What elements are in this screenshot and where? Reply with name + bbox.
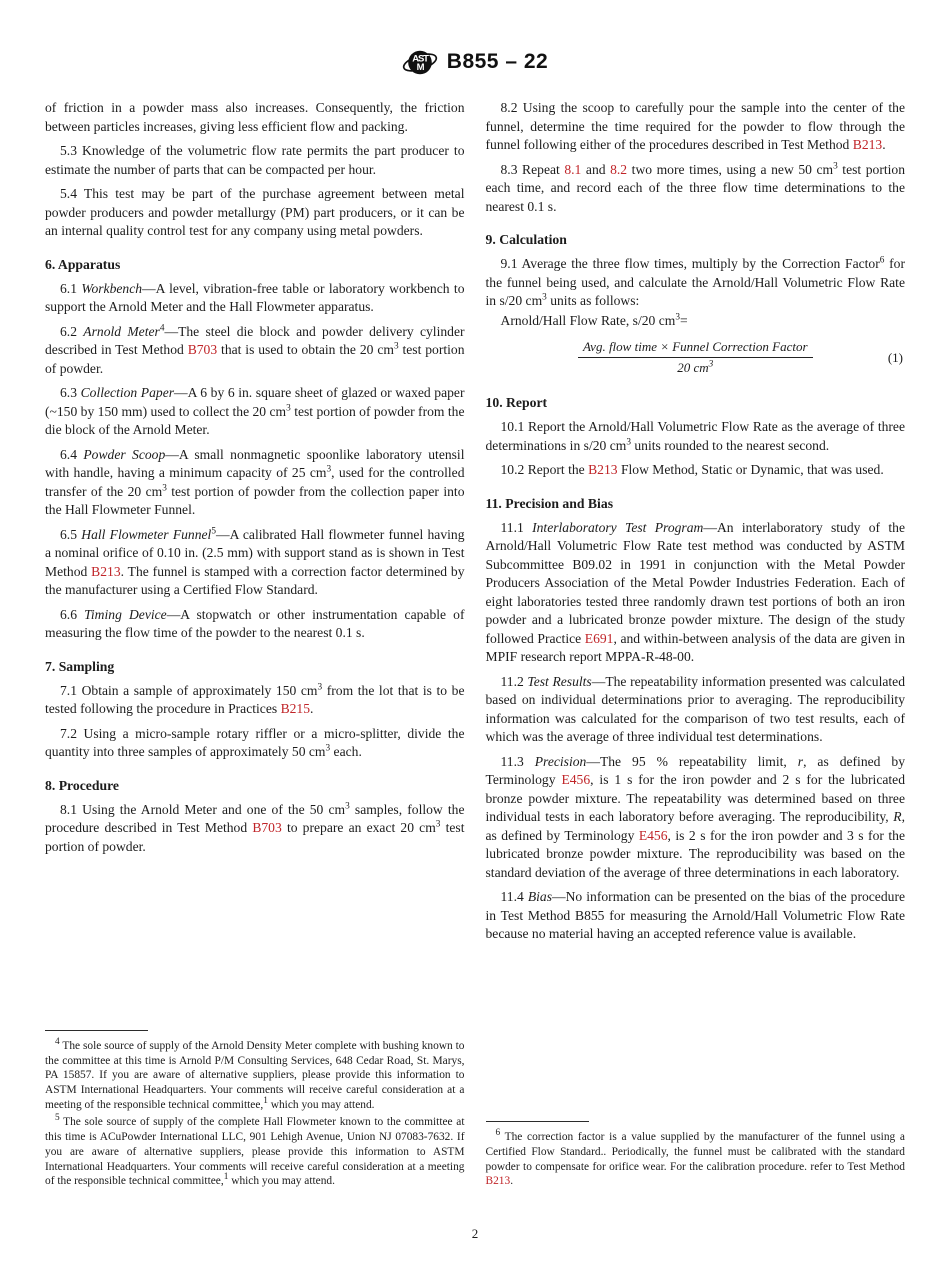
- paragraph: [45, 384, 465, 440]
- text-run: test portion each time, and record each of the three flow time determinations to the nearest 0.1 s.: [485, 161, 905, 214]
- text-run: Interlaboratory Test Program: [532, 519, 704, 535]
- text-run: r: [797, 753, 804, 769]
- page-header: [45, 0, 905, 78]
- right-column: [486, 93, 906, 1189]
- reference-link[interactable]: B703: [187, 342, 218, 357]
- text-run: —A small nonmagnetic spoonlike laboratory utensil with handle, having a minimum capacity of 25 cm: [45, 446, 465, 480]
- text-run: —The 95 % repeatability limit,: [586, 753, 798, 769]
- document-title: B855 – 22: [446, 50, 549, 73]
- text-run: 11.2: [500, 673, 528, 689]
- left-column: [45, 93, 465, 1189]
- superscript: 3: [317, 681, 323, 692]
- svg-text:AST: AST: [412, 53, 428, 64]
- text-run: 7.2 Using a micro-sample rotary riffler or a micro-splitter, divide the quantity into three samples of approximately 50 cm: [45, 725, 465, 759]
- text-run: 8.1 Using the Arnold Meter and one of the 50 cm: [60, 801, 346, 817]
- text-run: 11.1: [500, 519, 533, 535]
- text-run: 8.2 Using the scoop to carefully pour the sample into the center of the funnel, determine the time required for the powder to flow through the funnel following either of the procedures described in Test Method: [485, 100, 905, 152]
- text-run: =: [679, 312, 688, 328]
- paragraph: [486, 888, 906, 944]
- text-run: units as follows:: [546, 293, 640, 308]
- text-run: , is 1 s for the iron powder and 2 s for the lubricated bronze powder mixture. The repeatability was determined based on three individual tests in each laboratory before averaging. The reproducibility,: [485, 772, 905, 824]
- reference-link[interactable]: B213: [91, 563, 121, 579]
- page-footer: [0, 1226, 950, 1242]
- paragraph: [486, 418, 906, 455]
- footnote-rule: [486, 1121, 589, 1122]
- text-run: and: [581, 161, 611, 177]
- paragraph: [45, 606, 465, 643]
- reference-link[interactable]: E456: [638, 827, 668, 843]
- paragraph: [45, 142, 465, 179]
- text-run: which you may attend.: [267, 1098, 375, 1111]
- text-run: Timing Device: [84, 606, 167, 622]
- text-run: from the lot that is to be tested following the procedure in Practices: [45, 682, 465, 716]
- reference-link[interactable]: B703: [252, 820, 282, 835]
- text-run: .: [310, 701, 314, 716]
- text-run: units rounded to the nearest second.: [630, 437, 830, 453]
- text-run: , used for the controlled transfer of the 20 cm: [45, 465, 465, 499]
- text-run: —A stopwatch or other instrumentation capable of measuring the flow time of the powder to the nearest 0.1 s.: [45, 606, 465, 640]
- text-run: The sole source of supply of the Arnold Density Meter complete with bushing known to the committee at this time is Arnold P/M Consulting Services, 648 Cedar Road, St. Marys, PA 15857. If you are aware of alternative suppliers, please provide this information to ASTM International Headquarters. Your comments will receive careful consideration at a meeting of the responsible technical committee,: [45, 1039, 465, 1111]
- section-heading: 10. Report: [485, 395, 548, 410]
- reference-link[interactable]: E691: [584, 630, 614, 646]
- text-run: , and within-between analysis of the data are given in MPIF research report MPPA-R-48-00.: [485, 630, 905, 664]
- reference-link[interactable]: B215: [280, 701, 311, 716]
- text-run: Test Results: [527, 673, 592, 689]
- text-run: .: [882, 137, 886, 152]
- paragraph: [486, 673, 906, 747]
- footnote: [486, 1130, 906, 1189]
- superscript: 3: [708, 359, 714, 370]
- text-run: each.: [330, 744, 362, 759]
- text-run: test portion of powder.: [45, 342, 465, 376]
- text-run: Collection Paper: [80, 385, 175, 400]
- text-run: 6.6: [60, 606, 85, 622]
- superscript: 5: [55, 1113, 60, 1124]
- superscript: 1: [223, 1172, 229, 1183]
- text-run: which you may attend.: [228, 1175, 335, 1188]
- footnote-rule: [45, 1030, 148, 1031]
- reference-link[interactable]: B213: [485, 1175, 511, 1188]
- footnote: [45, 1039, 465, 1113]
- astm-logo-icon: [402, 47, 438, 78]
- text-run: of friction in a powder mass also increases. Consequently, the friction between particles increases, giving less efficient flow and packing.: [45, 100, 465, 134]
- text-run: 6.4: [60, 446, 84, 462]
- paragraph: [45, 801, 465, 857]
- text-run: 6.2: [60, 323, 84, 339]
- text-run: for the funnel being used, and calculate the Arnold/Hall Volumetric Flow Rate in s/20 cm: [485, 256, 906, 308]
- fraction-numerator: [578, 339, 813, 358]
- equation-number: (1): [887, 349, 903, 365]
- text-run: .: [510, 1175, 514, 1188]
- superscript: 3: [325, 743, 331, 754]
- text-run: —A level, vibration-free table or laboratory workbench to support the Arnold Meter and the Hall Flowmeter apparatus.: [45, 280, 465, 314]
- paragraph: [486, 519, 906, 667]
- text-run: , as defined by Terminology: [485, 809, 905, 843]
- text-run: —A 6 by 6 in. square sheet of glazed or waxed paper (~150 by 150 mm) used to collect the 20 cm: [45, 385, 465, 419]
- text-run: 5.4 This test may be part of the purchase agreement between metal powder producers and powder metallurgy (PM) part producers, or it can be an internal quality control test for any company using metal powders.: [45, 186, 465, 238]
- section-heading: 6. Apparatus: [45, 256, 121, 272]
- superscript: 6: [495, 1128, 501, 1139]
- paragraph: [486, 461, 906, 480]
- superscript: 3: [675, 311, 680, 322]
- text-run: Flow Method, Static or Dynamic, that was used.: [617, 462, 884, 477]
- paragraph: [45, 446, 465, 520]
- reference-link[interactable]: B213: [852, 137, 883, 152]
- equation: [486, 339, 906, 376]
- text-run: 9.1 Average the three flow times, multiply by the Correction Factor: [500, 256, 880, 271]
- text-run: Avg. flow time × Funnel Correction Factor: [582, 339, 808, 354]
- text-run: —The steel die block and powder delivery cylinder described in Test Method: [45, 323, 465, 357]
- text-run: , is 2 s for the iron powder and 3 s for the lubricated bronze powder mixture. The reproducibility was based on the standard deviation of the average of three determinations in each laboratory.: [485, 827, 905, 880]
- paragraph: [45, 280, 465, 317]
- paragraph: [486, 161, 906, 217]
- superscript: 3: [162, 482, 167, 493]
- text-run: 10.1 Report the Arnold/Hall Volumetric Flow Rate as the average of three determinations in s/20 cm: [485, 419, 905, 453]
- superscript: 3: [833, 160, 838, 171]
- text-run: to prepare an exact 20 cm: [281, 820, 436, 835]
- text-run: 10.2 Report the: [500, 462, 589, 477]
- text-run: —A calibrated Hall flowmeter funnel having a nominal orifice of 0.10 in. (2.5 mm) with support stand as is shown in Test Method: [45, 526, 465, 579]
- text-run: 6.1: [60, 280, 82, 296]
- paragraph: [486, 753, 906, 883]
- superscript: 4: [55, 1037, 60, 1048]
- text-run: Workbench: [81, 280, 143, 296]
- text-run: —An interlaboratory study of the Arnold/Hall Volumetric Flow Rate test method was conducted by ASTM Subcommittee B09.02 in 1991 in conjunction with the Metal Powder Producers Association of the Metal Powder Industries Federation. Each of eight laboratories tested three randomly drawn test portions of both an iron powder and a lubricated bronze powder mixture. The design of the study followed Practice: [485, 519, 906, 646]
- footnote: [45, 1115, 465, 1189]
- text-run: 7.1 Obtain a sample of approximately 150 cm: [60, 682, 318, 698]
- superscript: 4: [159, 322, 165, 333]
- superscript: 3: [626, 436, 631, 447]
- text-run: Powder Scoop: [83, 446, 166, 462]
- paragraph: [486, 312, 906, 331]
- text-run: —The repeatability information presented was calculated based on individual determinations prior to averaging. The reproducibility information was calculated for the comparison of two test results, each of which was the average of three individual test determinations.: [485, 673, 905, 744]
- text-run: Arnold/Hall Flow Rate, s/20 cm: [500, 312, 676, 328]
- document-body: [45, 93, 905, 1189]
- section-heading: 8. Procedure: [45, 777, 119, 793]
- text-run: Arnold Meter: [83, 323, 160, 339]
- text-run: samples, follow the procedure described in Test Method: [45, 801, 465, 835]
- superscript: 3: [326, 464, 332, 475]
- section-heading: 9. Calculation: [485, 232, 567, 247]
- paragraph: [45, 323, 465, 379]
- text-run: 6.3: [60, 385, 81, 400]
- paragraph: [45, 682, 465, 719]
- text-run: Bias: [527, 889, 553, 904]
- paragraph: [45, 526, 465, 600]
- text-run: two more times, using a new 50 cm: [627, 161, 834, 177]
- text-run: , as defined by Terminology: [485, 753, 905, 787]
- superscript: 3: [542, 292, 547, 303]
- reference-link[interactable]: 8.1: [564, 161, 582, 177]
- paragraph: [486, 255, 906, 311]
- fraction-denominator: [578, 358, 813, 376]
- superscript: 5: [211, 525, 216, 536]
- text-run: test portion of powder.: [45, 820, 465, 854]
- superscript: 3: [345, 800, 350, 811]
- superscript: 6: [879, 255, 885, 266]
- superscript: 3: [286, 402, 291, 413]
- paragraph: [45, 725, 465, 762]
- paragraph: [45, 99, 465, 136]
- text-run: . The funnel is stamped with a correction factor determined by the manufacturer using a Certified Flow Standard.: [45, 563, 465, 597]
- text-run: 8.3 Repeat: [500, 161, 565, 177]
- text-run: 11.3: [500, 753, 535, 769]
- text-run: 6.5: [60, 526, 82, 542]
- superscript: 3: [393, 341, 399, 352]
- text-run: The sole source of supply of the complete Hall Flowmeter known to the committee at this time is ACuPowder International LLC, 901 Lehigh Avenue, Union NJ 07083-7632. If you are aware of alternative suppliers, please provide this information to ASTM International Headquarters. Your comments will receive careful consideration at a meeting of the responsible technical committee,: [45, 1116, 465, 1188]
- text-run: that is used to obtain the 20 cm: [217, 342, 394, 357]
- superscript: 1: [263, 1095, 268, 1106]
- reference-link[interactable]: B213: [588, 462, 618, 477]
- text-run: 11.4: [500, 889, 528, 904]
- text-run: R: [893, 809, 902, 824]
- paragraph: [45, 185, 465, 241]
- text-run: 5.3 Knowledge of the volumetric flow rate permits the part producer to estimate the number of parts that can be compacted per hour.: [45, 143, 465, 177]
- reference-link[interactable]: 8.2: [610, 161, 628, 177]
- text-run: Hall Flowmeter Funnel: [81, 526, 212, 542]
- text-run: Precision: [534, 753, 587, 769]
- text-run: test portion of powder from the die block of the Arnold Meter.: [45, 403, 465, 437]
- superscript: 3: [435, 819, 441, 830]
- reference-link[interactable]: E456: [561, 772, 591, 787]
- paragraph: [486, 99, 906, 155]
- page-number: 2: [471, 1226, 479, 1241]
- section-heading: 11. Precision and Bias: [485, 495, 614, 511]
- text-run: —No information can be presented on the bias of the procedure in Test Method B855 for measuring the Arnold/Hall Volumetric Flow Rate because no material having an accepted reference value is available.: [485, 889, 905, 941]
- text-run: test portion of powder from the collection paper into the Hall Flowmeter Funnel.: [45, 483, 465, 517]
- text-run: The correction factor is a value supplied by the manufacturer of the funnel using a Certified Flow Standard.. Periodically, the funnel must be calibrated with the standard powder to compensate for orifice wear. For the calibration procedure. refer to Test Method: [485, 1131, 905, 1173]
- section-heading: 7. Sampling: [45, 658, 115, 674]
- text-run: 20 cm: [677, 360, 709, 375]
- svg-text:M: M: [416, 61, 424, 73]
- fraction: [578, 339, 813, 376]
